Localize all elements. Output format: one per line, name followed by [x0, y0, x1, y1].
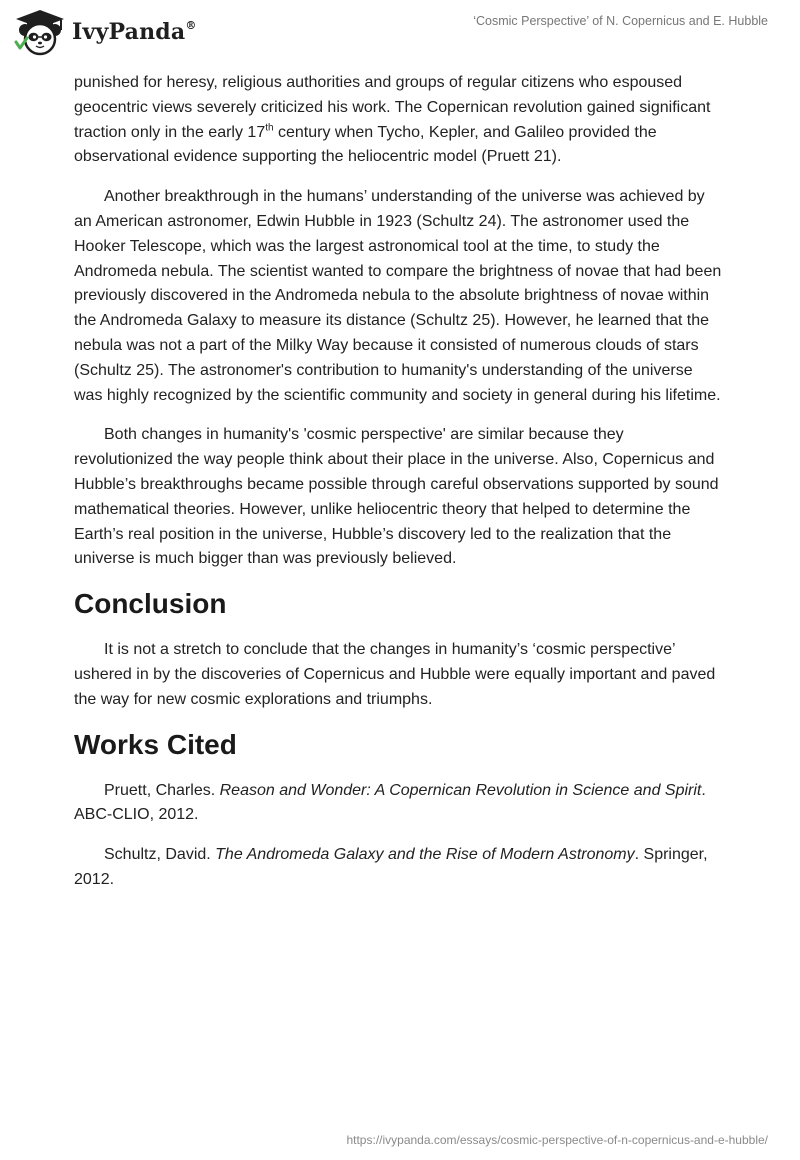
citation-entry: Schultz, David. The Andromeda Galaxy and the Rise of Modern Astronomy. Springer, 2012.: [74, 846, 708, 888]
brand-logo[interactable]: [14, 8, 197, 56]
paragraph-hubble: Another breakthrough in the humans’ understanding of the universe was achieved by an American astronomer, Edwin Hubble in 1923 (Schultz 24). The astronomer used the Hooker Telescope, which was the largest astronomical tool at the time, to study the Andromeda nebula. The scientist wanted to compare the brightness of novae that had been previously discovered in the Andromeda nebula to the absolute brightness of novae within the Andromeda Galaxy to measure its distance (Schultz 25). However, he learned that the nebula was not a part of the Milky Way because it consisted of numerous clouds of stars (Schultz 25). The astronomer's contribution to humanity's understanding of the universe was highly recognized by the scientific community and society in general during his lifetime.: [74, 188, 722, 404]
source-url-link[interactable]: https://ivypanda.com/essays/cosmic-perspective-of-n-copernicus-and-e-hubble/: [346, 1133, 768, 1147]
works-cited-heading: Works Cited: [74, 728, 237, 760]
essay-body: [74, 71, 724, 908]
brand-name: IvyPanda®: [72, 18, 197, 45]
conclusion-paragraph: It is not a stretch to conclude that the changes in humanity’s ‘cosmic perspective’ ushered in by the discoveries of Copernicus and Hubble were equally important and paved the way for new cosmic explorations and triumphs.: [74, 641, 716, 708]
page-header: [0, 0, 800, 70]
citation-entry: Pruett, Charles. Reason and Wonder: A Copernican Revolution in Science and Spirit. ABC-CLIO, 2012.: [74, 781, 706, 824]
panda-graduate-icon: [14, 8, 66, 56]
paragraph-comparison: Both changes in humanity's 'cosmic perspective' are similar because they revolutionized the way people think about their place in the universe. Also, Copernicus and Hubble’s breakthroughs became possible through careful observations supported by sound mathematical theories. However, unlike heliocentric theory that helped to determine the Earth’s real position in the universe, Hubble’s discovery led to the realization that the universe is much bigger than was previously believed.: [74, 426, 719, 568]
conclusion-heading: Conclusion: [74, 588, 227, 620]
paragraph-continuation: punished for heresy, religious authorities and groups of regular citizens who espoused geocentric views severely criticized his work. The Copernican revolution gained significant traction only in the early 17th century when Tycho, Kepler, and Galileo provided the observational evidence supporting the heliocentric model (Pruett 21).: [74, 74, 711, 166]
running-title: ‘Cosmic Perspective’ of N. Copernicus and E. Hubble: [473, 14, 768, 28]
